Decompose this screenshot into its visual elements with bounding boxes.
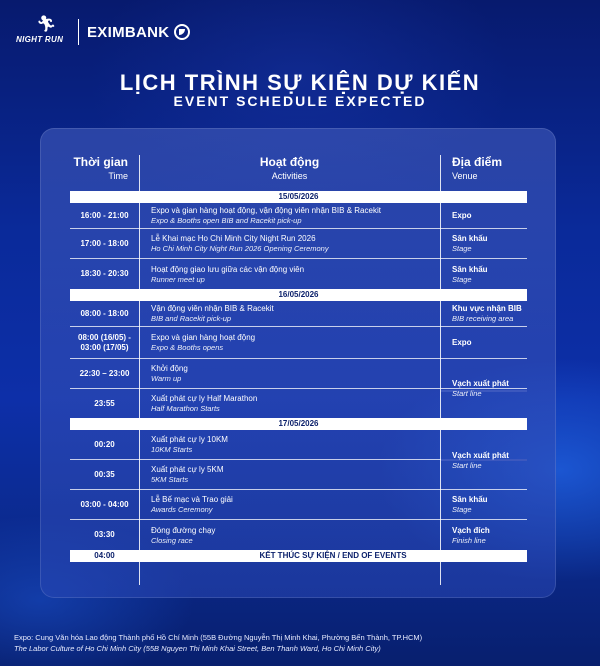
activity-vn: Khởi động	[151, 364, 188, 373]
row-activity	[151, 203, 427, 228]
row-activity	[151, 389, 427, 418]
venue-vn: Sân khấu	[452, 234, 488, 243]
page-title-en: EVENT SCHEDULE EXPECTED	[173, 93, 427, 109]
venue-vn: Vạch đích	[452, 525, 490, 535]
venue-vn: Expo	[452, 210, 472, 220]
header-venue-en: Venue	[452, 171, 478, 181]
activity-en: Expo & Booths opens	[151, 343, 224, 352]
row-time: 00:20	[94, 439, 115, 449]
row-time: 18:30 - 20:30	[80, 269, 129, 278]
venue-en: Start line	[452, 389, 482, 398]
brand-logos	[16, 14, 190, 50]
row-activity	[151, 490, 427, 519]
row-activity	[151, 460, 427, 489]
activity-en: 10KM Starts	[151, 445, 193, 454]
header-activities-vn: Hoạt động	[259, 155, 320, 169]
venue-en: Start line	[452, 460, 482, 470]
activity-en: 5KM Starts	[151, 475, 189, 484]
row-time: 22:30 – 23:00	[79, 368, 130, 378]
footer-vn: Expo: Cung Văn hóa Lao động Thành phố Hồ Chí Minh (55B Đường Nguyễn Thị Minh Khai, Phường Bến Thành, TP.HCM)	[14, 633, 423, 642]
activity-vn: Lễ Khai mạc Ho Chi Minh City Night Run 2026	[151, 234, 316, 243]
eximbank-logo-text: EXIMBANK	[87, 23, 170, 41]
schedule-panel	[40, 128, 556, 598]
venue-en: Stage	[452, 505, 472, 514]
eximbank-mark-icon	[174, 24, 190, 40]
column-divider	[139, 155, 140, 585]
activity-en: Ho Chi Minh City Night Run 2026 Opening Ceremony	[151, 244, 329, 253]
schedule-table	[70, 155, 527, 562]
row-venue	[452, 327, 532, 358]
row-activity	[151, 359, 427, 388]
activity-en: Runner meet up	[151, 274, 205, 284]
venue-en: Stage	[452, 244, 472, 253]
header-time-vn: Thời gian	[73, 155, 128, 169]
venue-vn: Vạch xuất phát	[452, 450, 509, 460]
activity-en: Closing race	[151, 535, 193, 545]
row-venue	[452, 490, 532, 519]
venue-en: Finish line	[452, 535, 486, 545]
venue-vn: Sân khấu	[452, 264, 488, 274]
row-time: 23:55	[94, 398, 115, 408]
header-venue-vn: Địa điểm	[452, 155, 503, 169]
activity-vn: Xuất phát cự ly 5KM	[151, 465, 224, 474]
row-time: 08:00 (16/05) - 03:00 (17/05)	[78, 332, 131, 352]
row-venue	[452, 301, 532, 326]
row-time: 03:00 - 04:00	[80, 499, 129, 509]
activity-vn: Vận động viên nhận BIB & Racekit	[151, 304, 274, 313]
header-time	[70, 155, 139, 191]
row-venue	[452, 229, 532, 258]
row-venue	[452, 203, 532, 228]
header-time-en: Time	[108, 171, 128, 181]
merged-venue-start-line	[452, 430, 532, 490]
end-time: 04:00	[94, 551, 115, 560]
activity-en: Expo & Booths open BIB and Racekit pick-up	[151, 216, 302, 225]
column-divider	[440, 155, 441, 585]
venue-vn: Vạch xuất phát	[452, 379, 509, 388]
night-run-logo-text: NIGHT RUN	[16, 35, 64, 44]
night-run-logo	[16, 15, 70, 49]
page-title-vn: LỊCH TRÌNH SỰ KIỆN DỰ KIẾN	[119, 70, 481, 95]
activity-en: Half Marathon Starts	[151, 404, 220, 413]
row-activity	[151, 259, 427, 289]
activity-vn: Xuất phát cự ly 10KM	[151, 435, 228, 444]
activity-vn: Hoạt động giao lưu giữa các vận động viên	[151, 264, 305, 274]
footer-note	[14, 632, 594, 654]
row-activity	[151, 520, 427, 550]
activity-vn: Đóng đường chạy	[151, 525, 216, 535]
header-activities	[139, 155, 440, 191]
venue-vn: Sân khấu	[452, 495, 488, 504]
row-time: 16:00 - 21:00	[80, 210, 129, 220]
activity-en: Warm up	[151, 374, 182, 383]
activity-vn: Expo và gian hàng hoạt động	[151, 333, 256, 342]
activity-vn: Lễ Bế mạc và Trao giải	[151, 495, 233, 504]
row-activity	[151, 229, 427, 258]
end-label: KẾT THÚC SỰ KIỆN / END OF EVENTS	[259, 551, 407, 560]
date-bar: 15/05/2026	[70, 191, 527, 203]
row-activity	[151, 430, 427, 459]
row-venue	[452, 259, 532, 289]
activity-vn: Expo và gian hàng hoạt động, vận động viên nhận BIB & Racekit	[151, 206, 381, 215]
venue-vn: Khu vực nhận BIB	[452, 304, 522, 313]
header-venue	[440, 155, 527, 191]
footer-en: The Labor Culture of Ho Chi Minh City (55B Nguyen Thi Minh Khai Street, Ben Thanh Ward, Ho Chi Minh City)	[14, 644, 381, 653]
venue-en: Stage	[452, 274, 472, 284]
row-venue	[452, 520, 532, 550]
activity-vn: Xuất phát cự ly Half Marathon	[151, 394, 258, 403]
row-time: 17:00 - 18:00	[80, 238, 129, 248]
row-activity	[151, 327, 427, 358]
date-bar: 16/05/2026	[70, 289, 527, 301]
merged-venue-start-line	[452, 359, 532, 418]
venue-vn: Expo	[452, 337, 472, 347]
header-activities-en: Activities	[271, 171, 308, 181]
logo-divider	[78, 19, 79, 45]
row-activity	[151, 301, 427, 326]
row-time: 03:30	[94, 530, 115, 539]
activity-en: BIB and Racekit pick-up	[151, 314, 232, 323]
activity-en: Awards Ceremony	[151, 505, 213, 514]
venue-en: BIB receiving area	[452, 314, 514, 323]
row-time: 00:35	[94, 469, 115, 479]
date-bar: 17/05/2026	[70, 418, 527, 430]
row-time: 08:00 - 18:00	[80, 308, 129, 318]
runner-icon: 🏃︎	[36, 16, 57, 33]
